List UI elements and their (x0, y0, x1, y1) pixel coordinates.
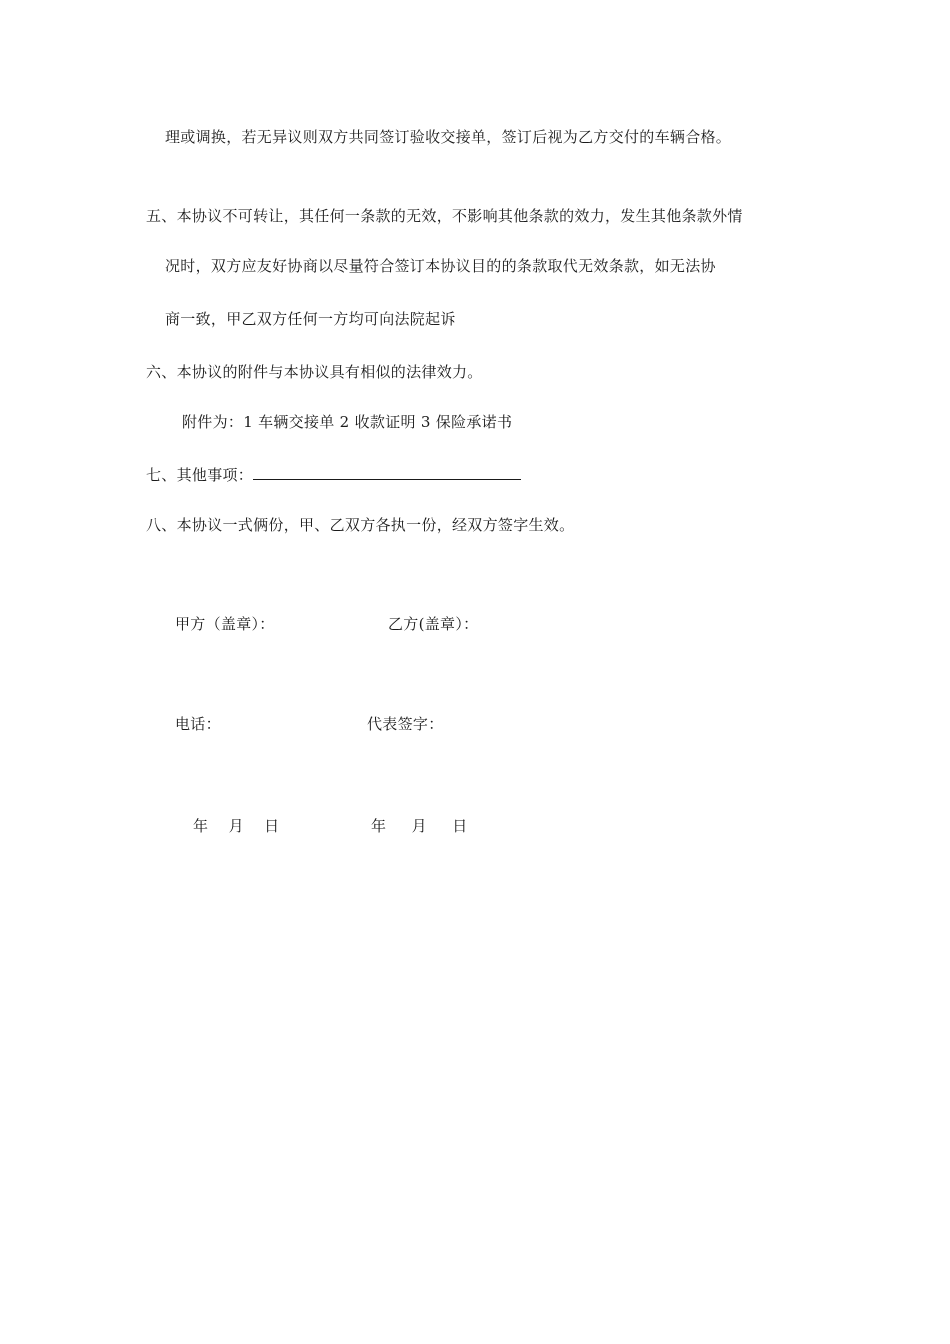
clause-5-line-3: 商一致，甲乙双方任何一方均可向法院起诉 (165, 310, 456, 328)
date-party-b: 年 月 日 (371, 817, 468, 835)
clause-5-line-1: 五、本协议不可转让，其任何一条款的无效，不影响其他条款的效力，发生其他条款外情 (146, 207, 743, 225)
clause-8: 八、本协议一式俩份，甲、乙双方各执一份，经双方签字生效。 (146, 516, 575, 534)
clause-7 (146, 463, 521, 485)
phone-label: 电话： (175, 715, 221, 733)
date-party-a: 年 月 日 (193, 817, 280, 835)
party-a-seal-label: 甲方（盖章）： (175, 615, 275, 633)
clause-5-line-2: 况时，双方应友好协商以尽量符合签订本协议目的的条款取代无效条款，如无法协 (165, 257, 716, 275)
clause-6-attachments: 附件为：1 车辆交接单 2 收款证明 3 保险承诺书 (182, 413, 513, 431)
clause-6-line-1: 六、本协议的附件与本协议具有相似的法律效力。 (146, 363, 483, 381)
clause-4-continuation: 理或调换，若无异议则双方共同签订验收交接单，签订后视为乙方交付的车辆合格。 (165, 128, 732, 146)
clause-7-label: 七、其他事项： (146, 466, 254, 484)
party-b-seal-label: 乙方(盖章）： (388, 615, 479, 633)
other-matters-blank-line (253, 463, 521, 480)
representative-signature-label: 代表签字： (367, 715, 444, 733)
